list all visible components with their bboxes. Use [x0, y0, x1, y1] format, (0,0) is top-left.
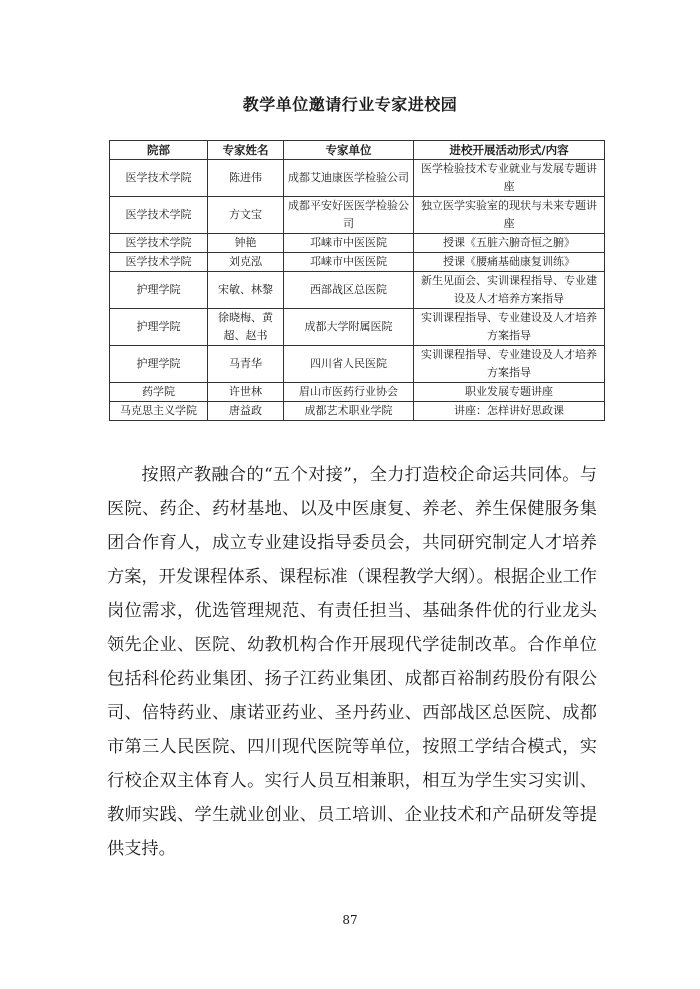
- cell-unit: 成都艺术职业学院: [284, 402, 414, 421]
- page-title: 教学单位邀请行业专家进校园: [242, 95, 458, 114]
- cell-form: 新生见面会、实训课程指导、专业建设及人才培养方案指导: [414, 272, 605, 309]
- table-row: [110, 346, 605, 383]
- cell-name: 宋敏、林黎: [208, 272, 284, 309]
- cell-unit: 成都平安好医医学检验公司: [284, 197, 414, 234]
- cell-unit: 成都艾迪康医学检验公司: [284, 160, 414, 197]
- cell-dept: 护理学院: [110, 272, 208, 309]
- cell-dept: 护理学院: [110, 346, 208, 383]
- cell-form: 实训课程指导、专业建设及人才培养方案指导: [414, 346, 605, 383]
- body-paragraph: 按照产教融合的“五个对接”，全力打造校企命运共同体。与医院、药企、药材基地、以及中医康复、养老、养生保健服务集团合作育人，成立专业建设指导委员会，共同研究制定人才培养方案，开发课程体系、课程标准（课程教学大纲）。根据企业工作岗位需求，优选管理规范、有责任担当、基础条件优的行业龙头领先企业、医院、幼教机构合作开展现代学徒制改革。合作单位包括科伦药业集团、扬子江药业集团、成都百裕制药股份有限公司、倍特药业、康诺亚药业、圣丹药业、西部战区总医院、成都市第三人民医院、四川现代医院等单位，按照工学结合模式，实行校企双主体育人。实行人员互相兼职，相互为学生实习实训、教师实践、学生就业创业、员工培训、企业技术和产品研发等提供支持。: [107, 465, 597, 859]
- table-header-row: [110, 141, 605, 160]
- cell-form: 独立医学实验室的现状与未来专题讲座: [414, 197, 605, 234]
- cell-name: 刘克泓: [208, 253, 284, 272]
- cell-name: 徐晓梅、黄超、赵书: [208, 309, 284, 346]
- body-paragraph-block: [107, 458, 597, 866]
- cell-dept: 医学技术学院: [110, 160, 208, 197]
- page-number: 87: [342, 913, 358, 927]
- table-row: [110, 160, 605, 197]
- table-row: [110, 234, 605, 253]
- cell-dept: 医学技术学院: [110, 253, 208, 272]
- cell-dept: 护理学院: [110, 309, 208, 346]
- cell-dept: 药学院: [110, 383, 208, 402]
- header-dept: 院部: [110, 141, 208, 160]
- cell-unit: 西部战区总医院: [284, 272, 414, 309]
- header-expert-name: 专家姓名: [208, 141, 284, 160]
- table-row: [110, 253, 605, 272]
- table-row: [110, 309, 605, 346]
- header-expert-unit: 专家单位: [284, 141, 414, 160]
- cell-name: 马青华: [208, 346, 284, 383]
- cell-dept: 医学技术学院: [110, 197, 208, 234]
- table-row: [110, 272, 605, 309]
- cell-name: 许世林: [208, 383, 284, 402]
- experts-table: [109, 140, 605, 421]
- cell-unit: 眉山市医药行业协会: [284, 383, 414, 402]
- cell-form: 授课《腰痛基础康复训练》: [414, 253, 605, 272]
- cell-dept: 医学技术学院: [110, 234, 208, 253]
- cell-unit: 邛崃市中医医院: [284, 253, 414, 272]
- cell-name: 钟艳: [208, 234, 284, 253]
- table-row: [110, 383, 605, 402]
- cell-name: 陈进伟: [208, 160, 284, 197]
- table-row: [110, 197, 605, 234]
- cell-unit: 四川省人民医院: [284, 346, 414, 383]
- cell-name: 方文宝: [208, 197, 284, 234]
- cell-form: 授课《五脏六腑奇恒之腑》: [414, 234, 605, 253]
- cell-form: 职业发展专题讲座: [414, 383, 605, 402]
- cell-dept: 马克思主义学院: [110, 402, 208, 421]
- cell-form: 实训课程指导、专业建设及人才培养方案指导: [414, 309, 605, 346]
- cell-unit: 邛崃市中医医院: [284, 234, 414, 253]
- table-row: [110, 402, 605, 421]
- cell-unit: 成都大学附属医院: [284, 309, 414, 346]
- cell-form: 讲座：怎样讲好思政课: [414, 402, 605, 421]
- header-activity-form: 进校开展活动形式/内容: [414, 141, 605, 160]
- cell-form: 医学检验技术专业就业与发展专题讲座: [414, 160, 605, 197]
- cell-name: 唐益政: [208, 402, 284, 421]
